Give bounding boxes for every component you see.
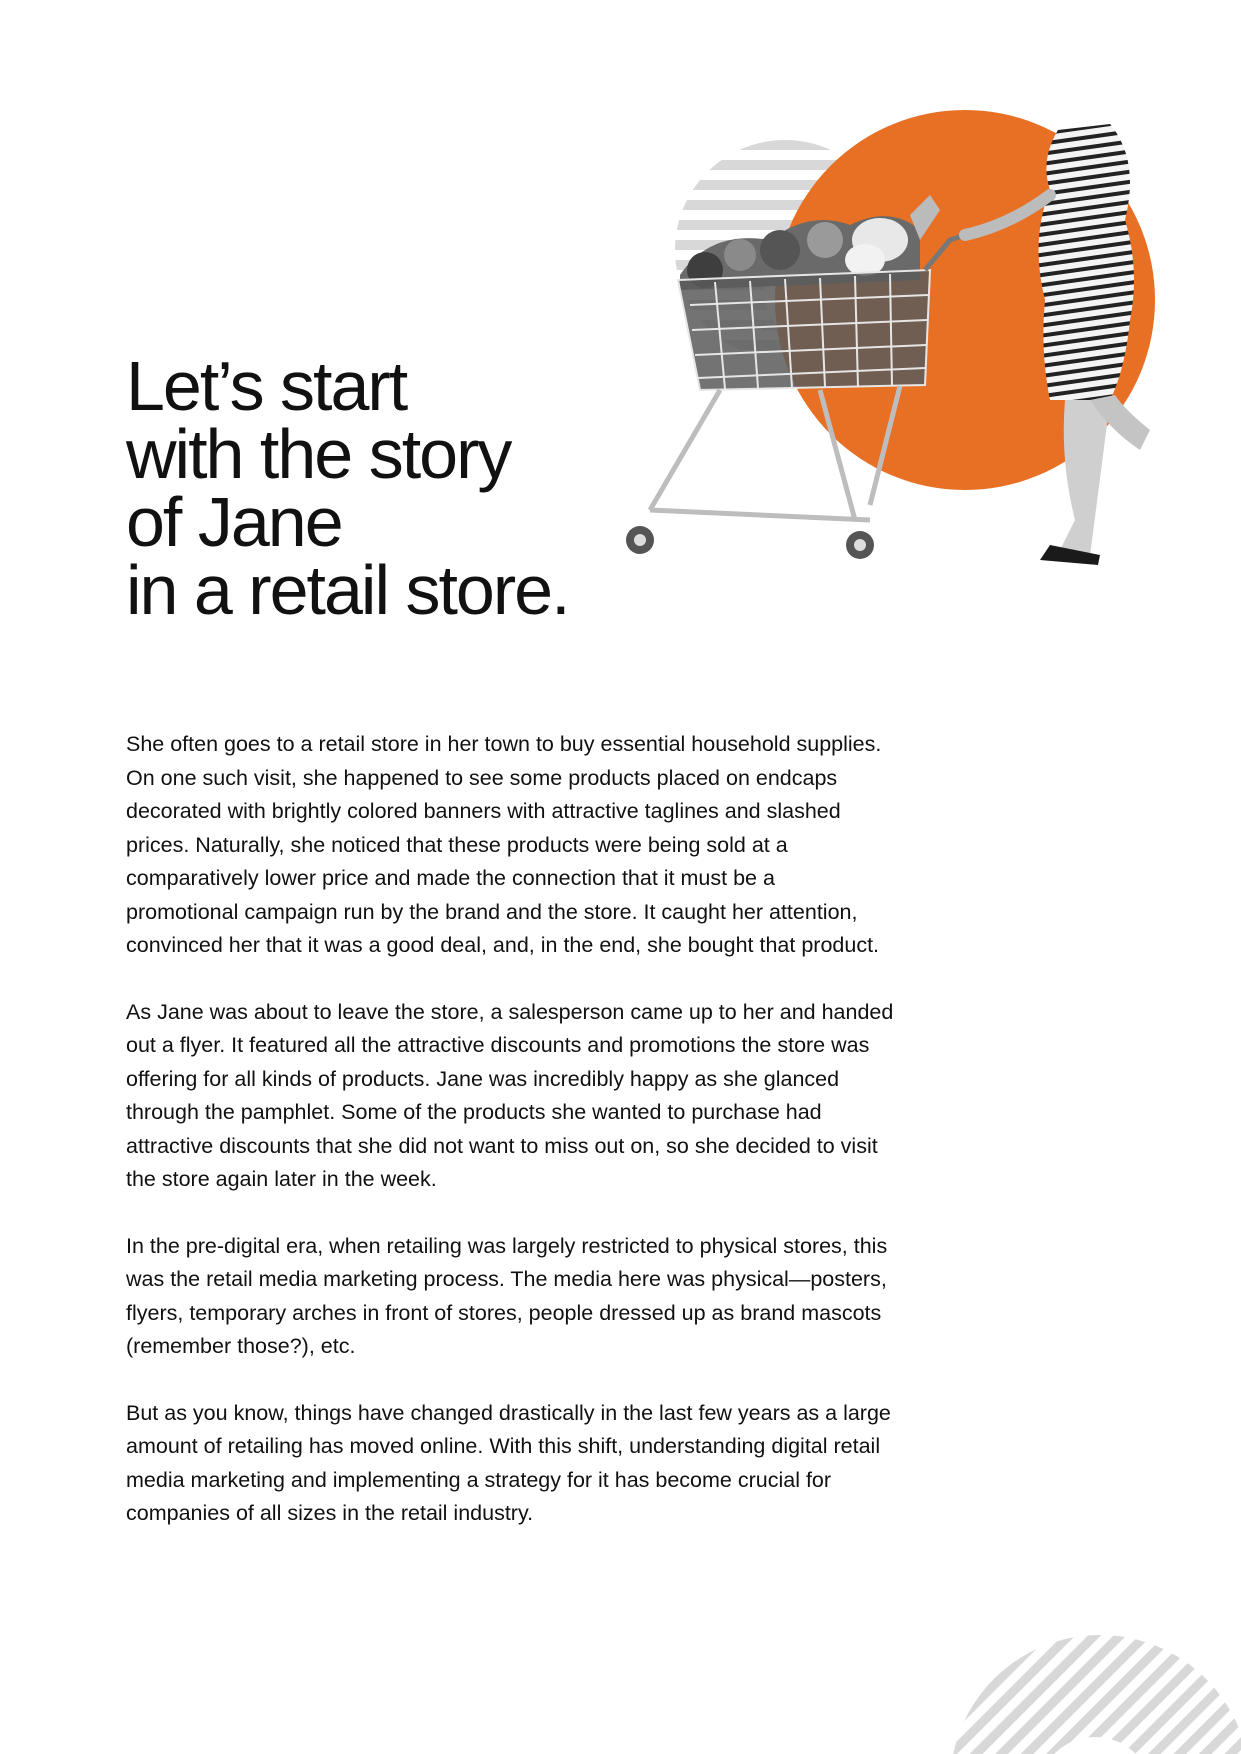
striped-corner-decoration [920,1600,1241,1754]
text-line: As Jane was about to leave the store, a salesperson came up to her and handed [126,999,894,1024]
text-line: through the pamphlet. Some of the products she wanted to purchase had [126,1100,822,1124]
text-line: companies of all sizes in the retail industry. [126,1501,534,1525]
paragraph-1 [126,728,1086,963]
paragraph-3 [126,1230,1086,1364]
text-line: In the pre-digital era, when retailing was largely restricted to physical stores, this [126,1233,888,1258]
text-line: decorated with brightly colored banners with attractive taglines and slashed [126,799,841,823]
text-line: amount of retailing has moved online. With this shift, understanding digital retail [126,1434,881,1458]
text-line: convinced her that it was a good deal, and, in the end, she bought that product. [126,933,880,957]
paragraph-2 [126,996,1086,1197]
hero-illustration [620,100,1190,640]
page-title [126,347,569,629]
text-line: prices. Naturally, she noticed that these products were being sold at a [126,832,788,857]
text-line: flyers, temporary arches in front of stores, people dressed up as brand mascots [126,1300,882,1325]
text-line: out a flyer. It featured all the attractive discounts and promotions the store was [126,1033,870,1057]
text-line: On one such visit, she happened to see some products placed on endcaps [126,765,838,790]
text-line: was the retail media marketing process. The media here was physical—posters, [126,1267,887,1291]
text-line: attractive discounts that she did not want to miss out on, so she decided to visit [126,1133,878,1158]
text-line: the store again later in the week. [126,1167,437,1191]
text-line: offering for all kinds of products. Jane was incredibly happy as she glanced [126,1066,840,1091]
text-line: comparatively lower price and made the connection that it must be a [126,866,775,890]
title-line: in a retail store. [126,551,569,629]
text-line: She often goes to a retail store in her town to buy essential household supplies. [126,732,882,756]
story-body [126,728,1086,1564]
title-line: of Jane [126,483,342,561]
paragraph-4 [126,1397,1086,1531]
title-line: Let’s start [126,347,407,425]
text-line: media marketing and implementing a strategy for it has become crucial for [126,1467,832,1492]
text-line: But as you know, things have changed drastically in the last few years as a large [126,1400,891,1425]
text-line: (remember those?), etc. [126,1334,356,1358]
text-line: promotional campaign run by the brand and the store. It caught her attention, [126,899,858,924]
title-line: with the story [126,415,511,493]
